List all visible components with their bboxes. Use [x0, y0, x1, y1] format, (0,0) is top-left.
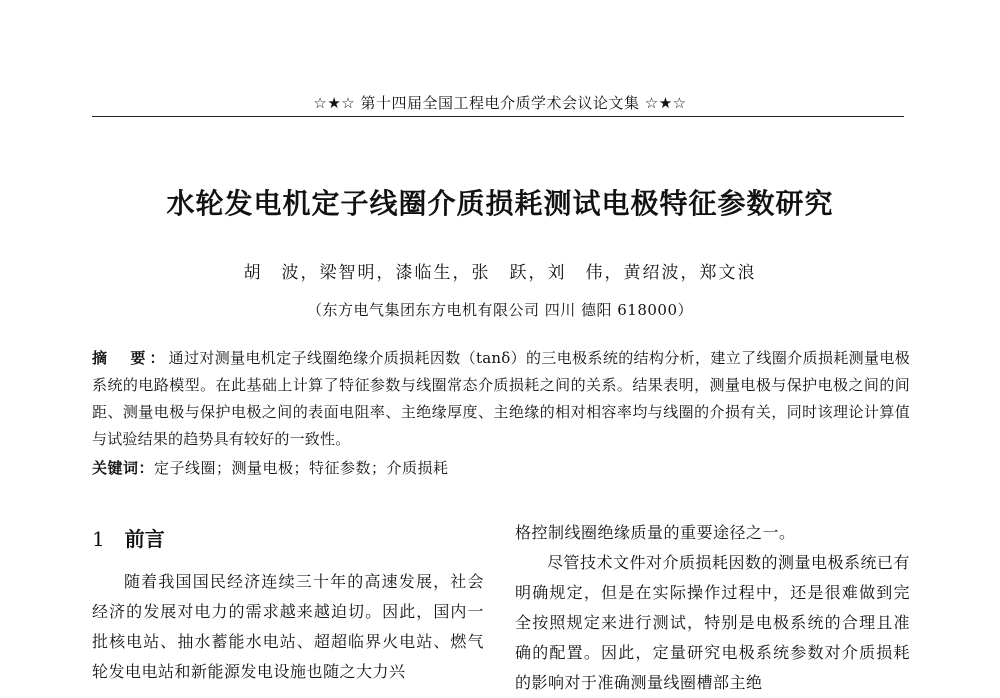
header-rule — [92, 116, 904, 117]
paper-title: 水轮发电机定子线圈介质损耗测试电极特征参数研究 — [166, 187, 834, 220]
section-number: 1 — [92, 527, 105, 551]
abstract — [92, 345, 910, 453]
keywords-label: 关键词： — [92, 459, 155, 477]
left-paragraph: 随着我国国民经济连续三十年的高速发展，社会经济的发展对电力的需求越来越迫切。因此，国内一批核电站、抽水蓄能水电站、超超临界火电站、燃气轮发电电站和新能源发电设施也随之大力兴 — [92, 572, 484, 681]
abstract-text: 通过对测量电机定子线圈绝缘介质损耗因数（tanδ）的三电极系统的结构分析，建立了线圈介质损耗测量电极系统的电路模型。在此基础上计算了特征参数与线圈常态介质损耗之间的关系。结果表明，测量电极与保护电极之间的间距、测量电极与保护电极之间的表面电阻率、主绝缘厚度、主绝缘的相对相容率均与线圈的介损有关，同时该理论计算值与试验结果的趋势具有较好的一致性。 — [92, 349, 910, 448]
affiliation: （东方电气集团东方电机有限公司 四川 德阳 618000） — [306, 301, 694, 319]
running-header: ☆★☆ 第十四届全国工程电介质学术会议论文集 ☆★☆ — [313, 94, 687, 112]
left-column — [92, 567, 484, 687]
keywords-text: 定子线圈；测量电极；特征参数；介质损耗 — [154, 459, 449, 477]
section-heading — [92, 523, 165, 552]
keywords — [92, 457, 910, 478]
author-list: 胡 波，梁智明，漆临生，张 跃，刘 伟，黄绍波，郑文浪 — [243, 263, 757, 283]
section-title: 前言 — [124, 527, 165, 551]
right-continuation-line: 格控制线圈绝缘质量的重要途径之一。 — [515, 523, 796, 542]
right-column — [515, 518, 910, 698]
right-paragraph: 尽管技术文件对介质损耗因数的测量电极系统已有明确规定，但是在实际操作过程中，还是很难做到完全按照规定来进行测试，特别是电极系统的合理且准确的配置。因此，定量研究电极系统参数对介质损耗的影响对于准确测量线圈槽部主绝 — [515, 553, 911, 692]
abstract-label: 摘 要： — [92, 349, 169, 367]
